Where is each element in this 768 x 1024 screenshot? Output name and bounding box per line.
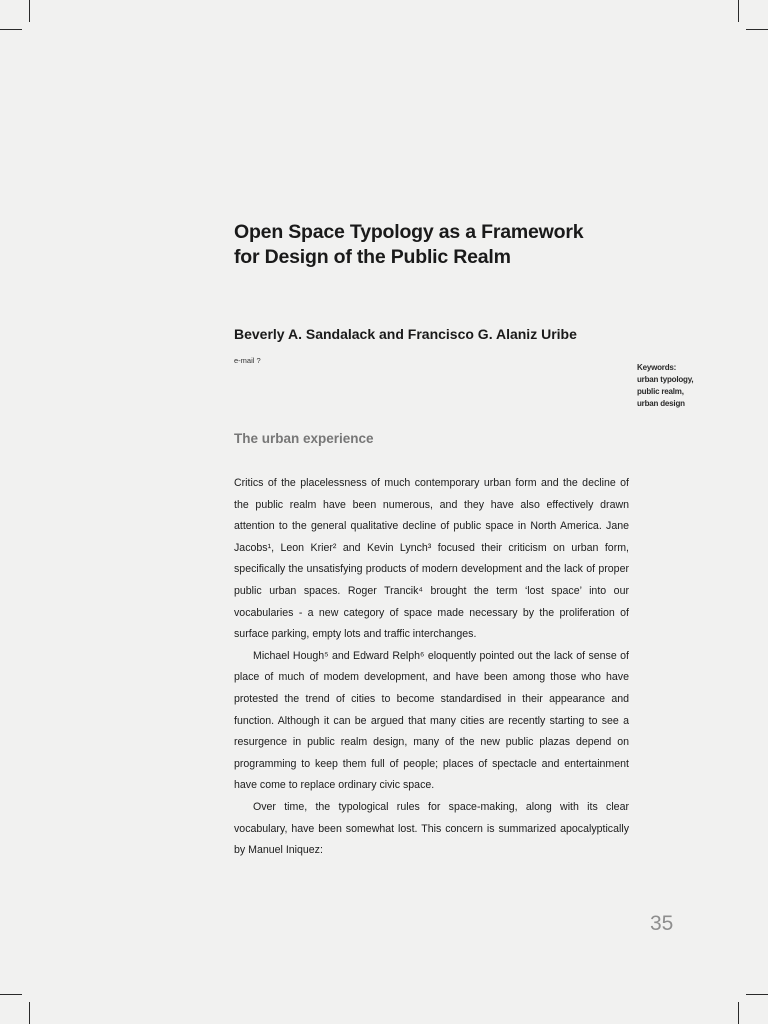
section-heading: The urban experience [234,431,374,446]
keyword-item: urban typology, [637,375,694,384]
crop-mark-bottom-left-vertical [29,1002,30,1024]
body-paragraph: Critics of the placelessness of much contemporary urban form and the decline of the public realm have been numerous, and they have also effectively drawn attention to the general qualitative decline of public space in North America. Jane Jacobs¹, Leon Krier² and Kevin Lynch³ focused their criticism on urban form, specifically the unsatisfying products of modern development and the lack of proper public urban spaces. Roger Trancik⁴ brought the term ‘lost space’ into our vocabularies - a new category of space made necessary by the proliferation of surface parking, empty lots and traffic interchanges. [234,477,629,641]
article-title [234,220,654,270]
crop-mark-top-right-vertical [738,0,739,22]
keywords-sidebar [637,362,693,410]
page-number: 35 [650,912,674,935]
article-title-line-2: for Design of the Public Realm [234,246,511,268]
crop-mark-bottom-left-horizontal [0,994,22,995]
body-paragraph: Over time, the typological rules for space-making, along with its clear vocabulary, have been somewhat lost. This concern is summarized apocalyptically by Manuel Iniquez: [234,800,629,857]
keywords-label: Keywords: [637,363,677,372]
keyword-item: public realm, [637,387,684,396]
author-email: e-mail ? [234,356,261,365]
crop-mark-top-right-horizontal [746,29,768,30]
crop-mark-top-left-vertical [29,0,30,22]
crop-mark-bottom-right-horizontal [746,994,768,995]
keyword-item: urban design [637,399,685,408]
article-title-line-1: Open Space Typology as a Framework [234,221,584,243]
body-text [234,473,629,862]
crop-mark-bottom-right-vertical [738,1002,739,1024]
article-authors: Beverly A. Sandalack and Francisco G. Alaniz Uribe [234,326,577,342]
body-paragraph: Michael Hough⁵ and Edward Relph⁶ eloquently pointed out the lack of sense of place of much of modem development, and have been among those who have protested the trend of cities to become standardised in their appearance and function. Although it can be argued that many cities are recently starting to see a resurgence in public realm design, many of the new public plazas depend on programming to keep them full of people; places of spectacle and entertainment have come to replace ordinary civic space. [234,649,629,792]
crop-mark-top-left-horizontal [0,29,22,30]
